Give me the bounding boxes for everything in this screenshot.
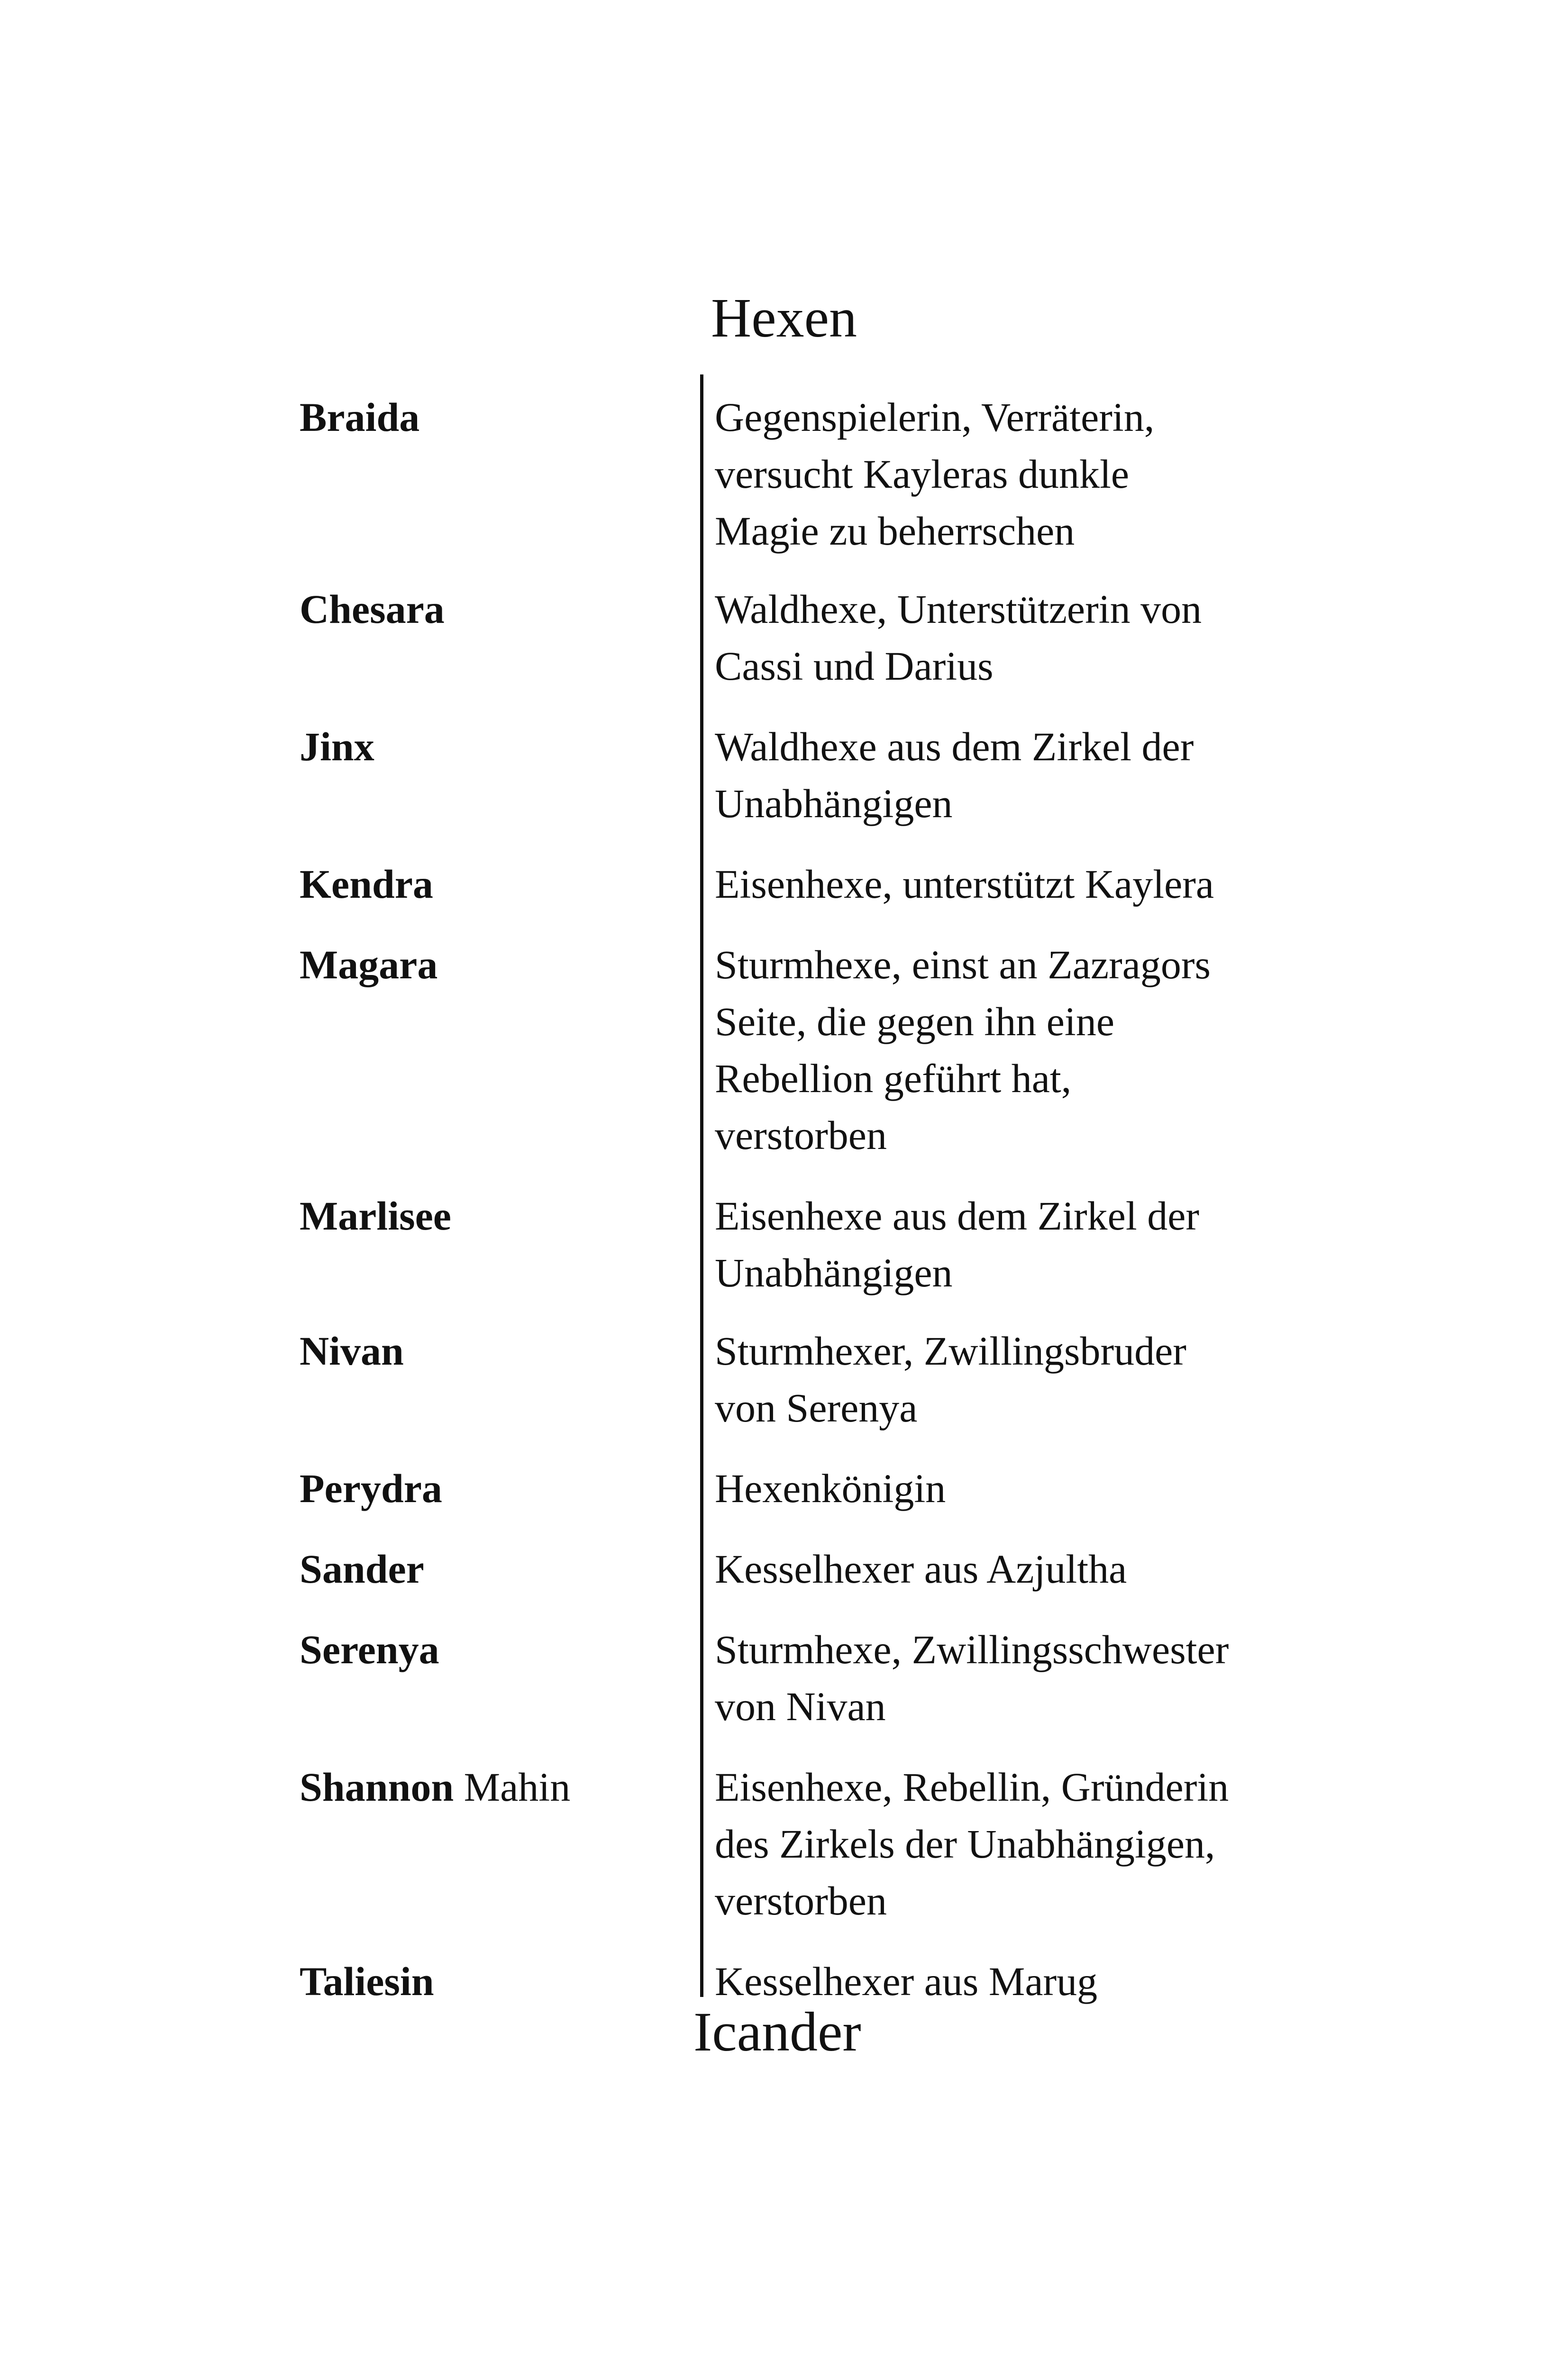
description-line: Gegenspielerin, Verräterin, <box>715 394 1155 440</box>
character-description <box>715 718 1312 832</box>
description-line: verstorben <box>715 1878 887 1923</box>
description-line: von Nivan <box>715 1684 886 1729</box>
description-line: Magie zu beherrschen <box>715 508 1075 554</box>
description-line: Waldhexe aus dem Zirkel der <box>715 724 1194 769</box>
character-name <box>300 1187 451 1244</box>
character-description <box>715 936 1312 1164</box>
section-heading-icander <box>693 2001 861 2063</box>
character-name-bold: Shannon <box>300 1764 454 1810</box>
character-name-bold: Jinx <box>300 724 374 769</box>
character-description <box>715 856 1312 912</box>
description-line: Unabhängigen <box>715 781 953 826</box>
character-description <box>715 1460 1312 1517</box>
description-line: Sturmhexe, Zwillingsschwester <box>715 1627 1229 1672</box>
description-line: Kesselhexer aus Marug <box>715 1959 1098 2004</box>
character-description <box>715 581 1312 694</box>
character-name <box>300 856 433 912</box>
description-line: von Serenya <box>715 1385 918 1431</box>
character-name <box>300 581 445 638</box>
description-line: Waldhexe, Unterstützerin von <box>715 586 1202 632</box>
description-line: Hexenkönigin <box>715 1466 946 1511</box>
description-line: Kesselhexer aus Azjultha <box>715 1546 1127 1592</box>
description-line: Sturmhexe, einst an Zazragors <box>715 942 1211 987</box>
character-name-bold: Kendra <box>300 861 433 907</box>
description-line: verstorben <box>715 1112 887 1158</box>
description-line: Rebellion geführt hat, <box>715 1056 1072 1101</box>
character-description <box>715 1759 1312 1929</box>
column-divider <box>700 374 703 1997</box>
description-line: Sturmhexer, Zwillingsbruder <box>715 1328 1186 1374</box>
character-name-bold: Nivan <box>300 1328 404 1374</box>
character-description <box>715 1621 1312 1735</box>
character-name <box>300 389 419 446</box>
character-name <box>300 1460 442 1517</box>
description-line: Eisenhexe, unterstützt Kaylera <box>715 861 1214 907</box>
character-description <box>715 1322 1312 1436</box>
character-name <box>300 1621 439 1678</box>
description-line: Cassi und Darius <box>715 643 994 689</box>
character-name <box>300 718 374 775</box>
character-name-bold: Sander <box>300 1546 424 1592</box>
character-description <box>715 389 1312 559</box>
character-description <box>715 1540 1312 1597</box>
character-name-bold: Serenya <box>300 1627 439 1672</box>
description-line: versucht Kayleras dunkle <box>715 451 1130 497</box>
character-name-bold: Magara <box>300 942 438 987</box>
description-line: Eisenhexe, Rebellin, Gründerin <box>715 1764 1229 1810</box>
description-line: Unabhängigen <box>715 1250 953 1295</box>
character-name <box>300 1322 404 1379</box>
heading-text: Hexen <box>711 287 857 349</box>
character-name <box>300 1759 570 1815</box>
character-name <box>300 936 438 993</box>
character-name-bold: Perydra <box>300 1466 442 1511</box>
character-surname: Mahin <box>454 1764 571 1810</box>
description-line: Seite, die gegen ihn eine <box>715 999 1114 1044</box>
character-description <box>715 1187 1312 1301</box>
character-name-bold: Marlisee <box>300 1193 451 1239</box>
character-name <box>300 1540 424 1597</box>
character-name-bold: Chesara <box>300 586 445 632</box>
heading-text: Icander <box>693 2001 861 2063</box>
character-name-bold: Taliesin <box>300 1959 434 2004</box>
character-name-bold: Braida <box>300 394 420 440</box>
description-line: Eisenhexe aus dem Zirkel der <box>715 1193 1200 1239</box>
section-heading-hexen <box>711 287 857 349</box>
character-name <box>300 1953 434 2010</box>
description-line: des Zirkels der Unabhängigen, <box>715 1821 1215 1867</box>
